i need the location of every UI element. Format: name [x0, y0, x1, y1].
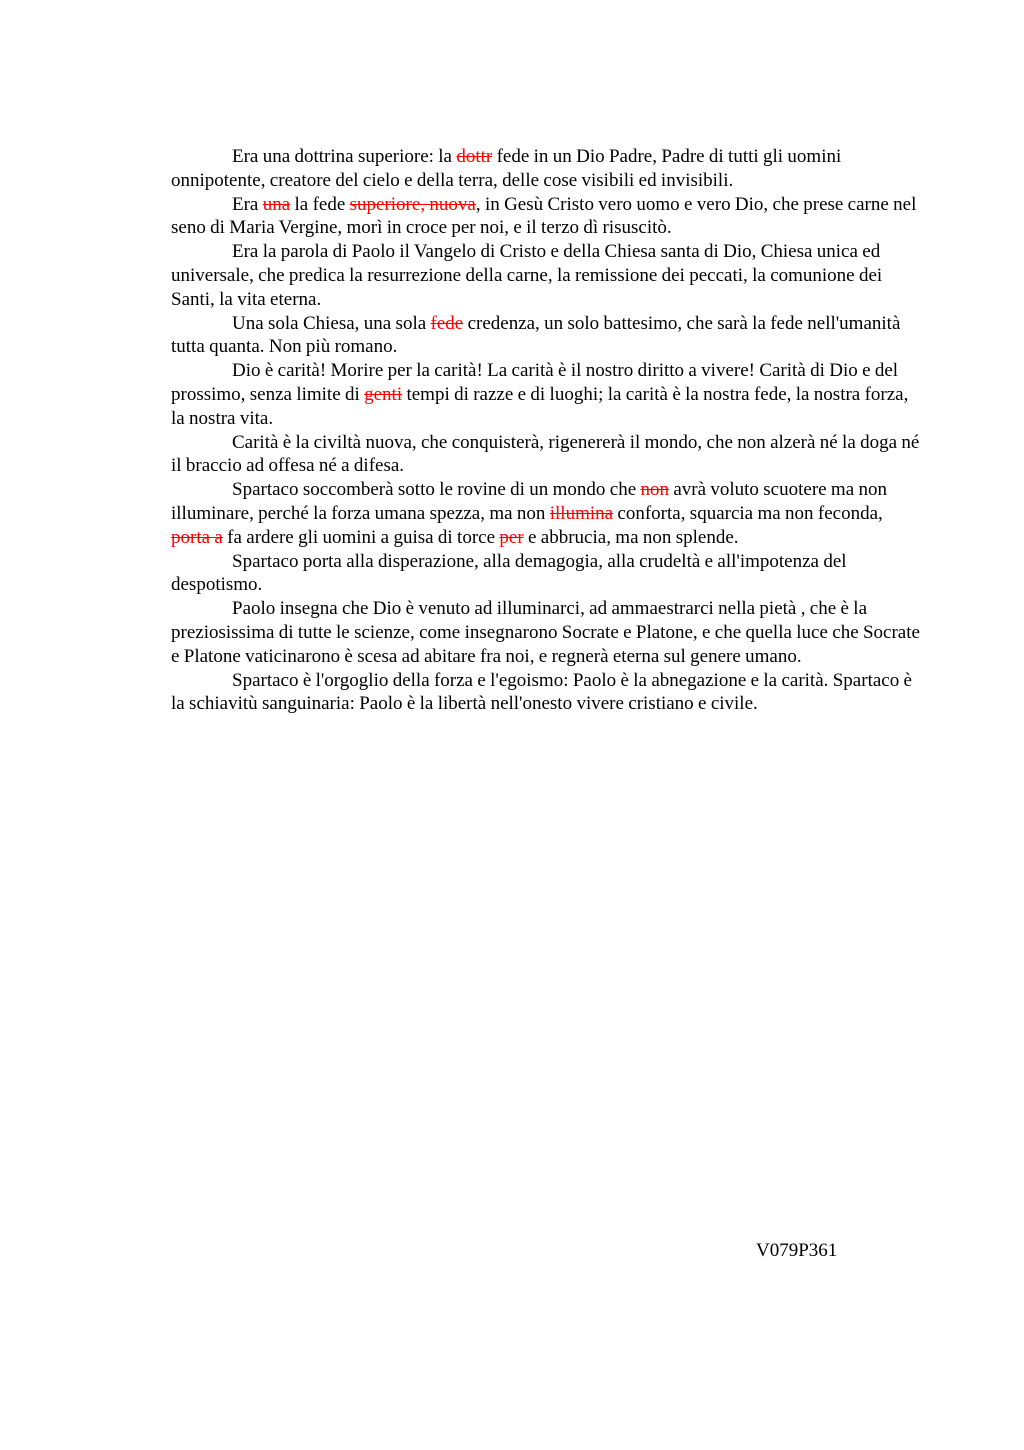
- paragraph: [171, 193, 923, 241]
- text-run: Era una dottrina superiore: la: [232, 146, 457, 167]
- text-run: Spartaco soccomberà sotto le rovine di un mondo che: [232, 479, 641, 501]
- text-run: Era: [232, 193, 263, 215]
- paragraph: [171, 478, 923, 549]
- paragraph: [171, 312, 923, 360]
- page-code: V079P361: [756, 1240, 838, 1261]
- text-run: Spartaco porta alla disperazione, alla demagogia, alla crudeltà e all'impotenza del despotismo.: [171, 550, 847, 596]
- text-run: Spartaco è l'orgoglio della forza e l'egoismo: Paolo è la abnegazione e la carità. Spartaco è la schiavitù sanguinaria: Paolo è la libertà nell'onesto vivere cristiano e civile.: [171, 669, 912, 715]
- paragraph: [171, 597, 923, 668]
- deleted-text: non: [640, 479, 669, 501]
- deleted-text: superiore, nuova: [349, 193, 476, 215]
- text-run: , in Gesù Cristo vero uomo e vero Dio, che prese carne nel seno di Maria Vergine, morì in croce per noi, e il terzo dì risuscitò.: [171, 193, 917, 239]
- paragraph: [171, 550, 923, 598]
- text-run: conforta, squarcia ma non feconda,: [613, 502, 883, 524]
- text-run: credenza, un solo battesimo, che sarà la fede nell'umanità tutta quanta. Non più romano.: [171, 312, 901, 358]
- body-text: [171, 145, 923, 716]
- text-run: la fede: [290, 193, 350, 215]
- deleted-text: fede: [430, 312, 464, 334]
- deleted-text: per: [499, 526, 524, 548]
- text-run: Paolo insegna che Dio è venuto ad illuminarci, ad ammaestrarci nella pietà , che è la preziosissima di tutte le scienze, come insegnarono Socrate e Platone, e che quella luce che Socrate e Platone vaticinarono è scesa ad abitare fra noi, e regnerà eterna sul genere umano.: [171, 598, 920, 667]
- text-run: avrà voluto scuotere ma non illuminare, perché la forza umana spezza, ma non: [171, 479, 887, 524]
- text-run: Carità è la civiltà nuova, che conquisterà, rigenererà il mondo, che non alzerà né la doga né il braccio ad offesa né a difesa.: [171, 431, 920, 477]
- text-run: fa ardere gli uomini a guisa di torce: [222, 526, 500, 548]
- paragraph: [171, 431, 923, 479]
- deleted-text: una: [262, 193, 291, 215]
- deleted-text: genti: [364, 383, 403, 405]
- paragraph: [171, 359, 923, 430]
- text-run: tempi di razze e di luoghi; la carità è la nostra fede, la nostra forza, la nostra vita.: [171, 383, 909, 429]
- text-run: Una sola Chiesa, una sola: [232, 312, 431, 334]
- text-run: fede in un Dio Padre, Padre di tutti gli uomini onnipotente, creatore del cielo e della terra, delle cose visibili ed invisibili.: [171, 146, 842, 191]
- text-run: e abbrucia, ma non splende.: [523, 526, 739, 548]
- text-run: Era la parola di Paolo il Vangelo di Cristo e della Chiesa santa di Dio, Chiesa unica ed universale, che predica la resurrezione della carne, la remissione dei peccati, la comunione dei Santi, la vita eterna.: [171, 241, 883, 310]
- deleted-text: porta a: [171, 526, 223, 548]
- paragraph: [171, 240, 923, 311]
- paragraph: [171, 669, 923, 717]
- paragraph: [171, 145, 923, 193]
- text-run: Dio è carità! Morire per la carità! La carità è il nostro diritto a vivere! Carità di Dio e del prossimo, senza limite di: [171, 360, 899, 405]
- deleted-text: dottr: [456, 146, 493, 167]
- deleted-text: illumina: [549, 502, 614, 524]
